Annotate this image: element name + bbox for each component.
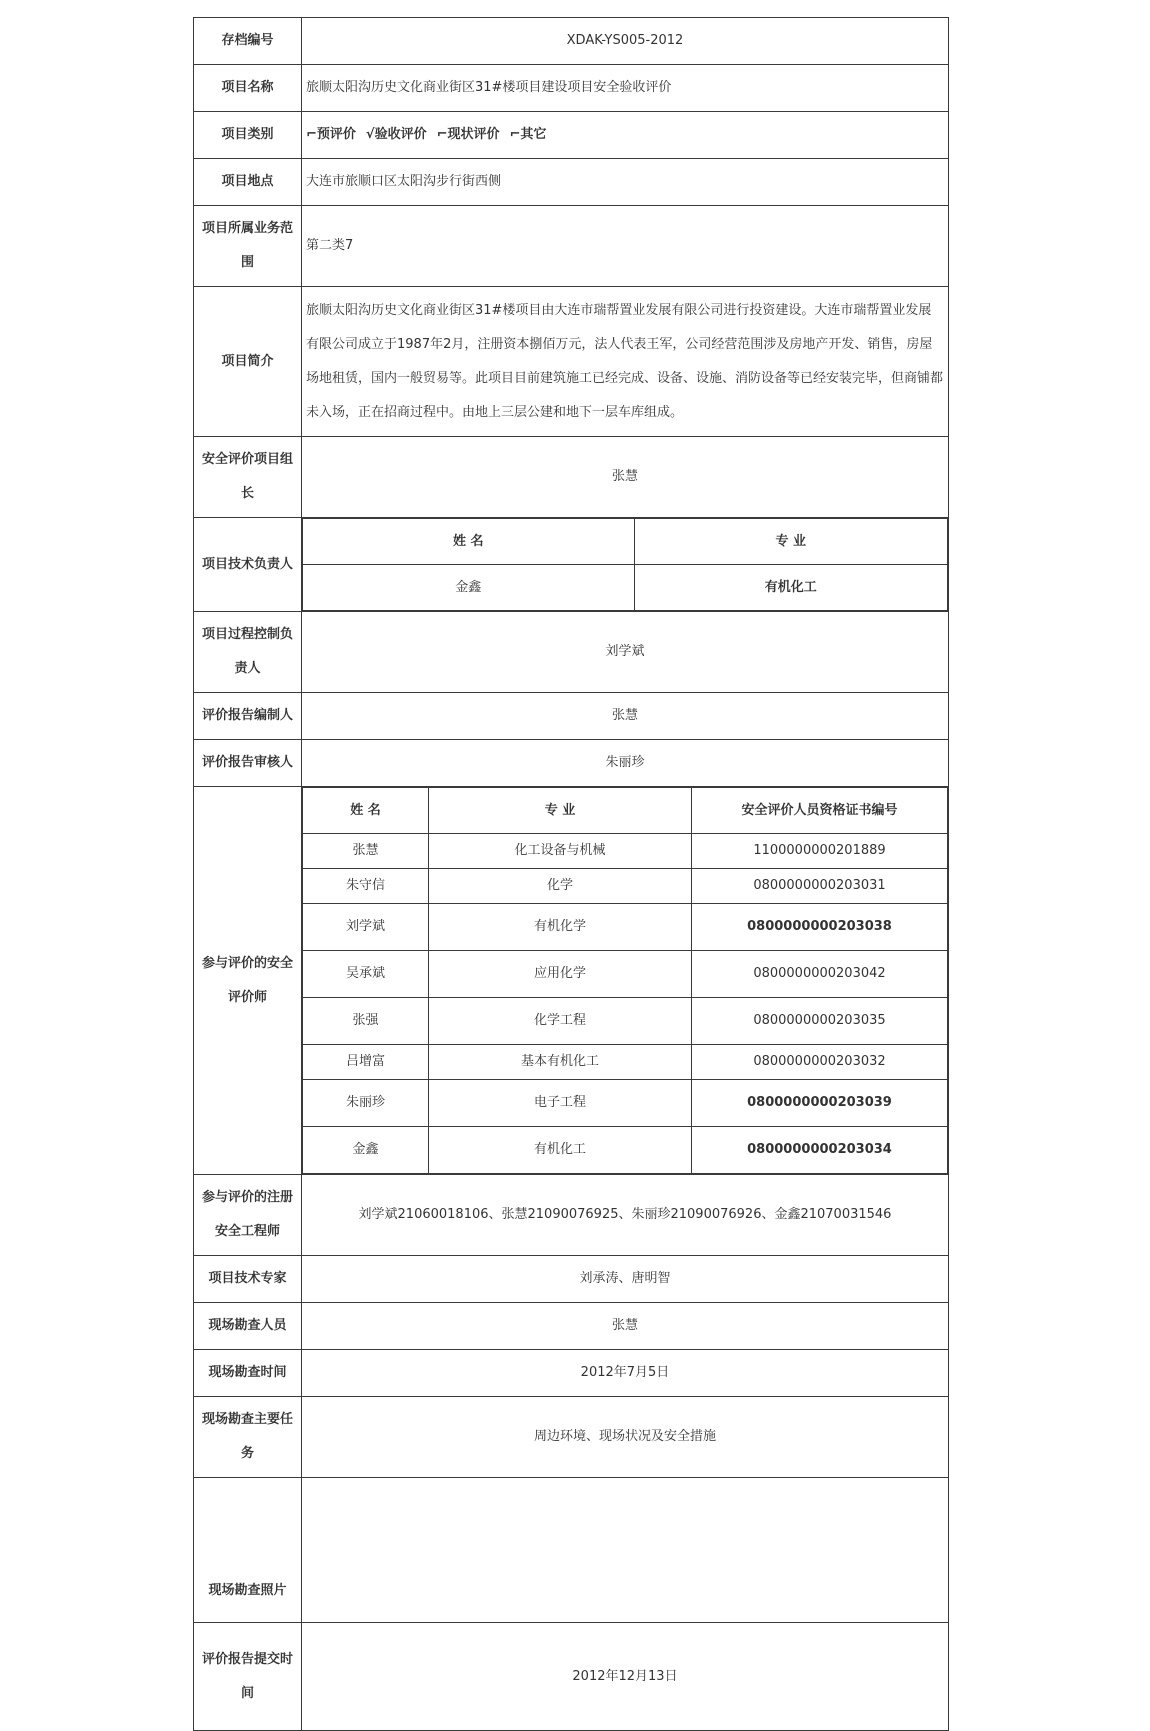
evaluator-cert: 0800000000203038 — [692, 904, 948, 951]
evaluator-cert: 0800000000203042 — [692, 951, 948, 998]
project-name-value: 旅顺太阳沟历史文化商业街区31#楼项目建设项目安全验收评价 — [302, 65, 949, 112]
evaluator-name: 张强 — [303, 998, 429, 1045]
location-value: 大连市旅顺口区太阳沟步行街西侧 — [302, 159, 949, 206]
evaluator-major: 基本有机化工 — [429, 1045, 692, 1080]
evaluators-label: 参与评价的安全评价师 — [194, 787, 302, 1175]
team-leader-value: 张慧 — [302, 437, 949, 518]
site-time-value: 2012年7月5日 — [302, 1350, 949, 1397]
tech-lead-major: 有机化工 — [634, 565, 948, 611]
evaluators-cell — [302, 787, 949, 1175]
evaluator-major: 化学工程 — [429, 998, 692, 1045]
tech-lead-table — [302, 518, 948, 611]
evaluator-cert: 1100000000201889 — [692, 834, 948, 869]
evaluator-name: 朱丽珍 — [303, 1080, 429, 1127]
type-option-status: ⌐现状评价 — [436, 127, 500, 142]
archive-label: 存档编号 — [194, 18, 302, 65]
submit-time-label: 评价报告提交时间 — [194, 1623, 302, 1731]
site-task-label: 现场勘查主要任务 — [194, 1397, 302, 1478]
evaluators-header-name: 姓 名 — [303, 788, 429, 834]
type-option-pre: ⌐预评价 — [306, 127, 356, 142]
evaluator-name: 吕增富 — [303, 1045, 429, 1080]
site-photos-label: 现场勘查照片 — [194, 1478, 302, 1623]
site-staff-label: 现场勘查人员 — [194, 1303, 302, 1350]
experts-value: 刘承涛、唐明智 — [302, 1256, 949, 1303]
evaluator-major: 电子工程 — [429, 1080, 692, 1127]
intro-value: 旅顺太阳沟历史文化商业街区31#楼项目由大连市瑞帮置业发展有限公司进行投资建设。大连市瑞帮置业发展有限公司成立于1987年2月，注册资本捌佰万元，法人代表王军，公司经营范围涉及房地产开发、销售，房屋场地租赁，国内一般贸易等。此项目目前建筑施工已经完成、设备、设施、消防设备等已经安装完毕，但商铺都未入场，正在招商过程中。由地上三层公建和地下一层车库组成。 — [302, 287, 949, 437]
compiler-label: 评价报告编制人 — [194, 693, 302, 740]
location-label: 项目地点 — [194, 159, 302, 206]
engineers-value: 刘学斌21060018106、张慧21090076925、朱丽珍21090076926、金鑫21070031546 — [302, 1175, 949, 1256]
evaluator-name: 吴承斌 — [303, 951, 429, 998]
evaluators-header-cert: 安全评价人员资格证书编号 — [692, 788, 948, 834]
site-task-value: 周边环境、现场状况及安全措施 — [302, 1397, 949, 1478]
submit-time-value: 2012年12月13日 — [302, 1623, 949, 1731]
evaluator-major: 化工设备与机械 — [429, 834, 692, 869]
experts-label: 项目技术专家 — [194, 1256, 302, 1303]
tech-lead-name: 金鑫 — [303, 565, 635, 611]
site-staff-value: 张慧 — [302, 1303, 949, 1350]
team-leader-label: 安全评价项目组长 — [194, 437, 302, 518]
evaluator-name: 刘学斌 — [303, 904, 429, 951]
tech-lead-col-major: 专 业 — [634, 519, 948, 565]
archive-table — [193, 17, 949, 1731]
evaluator-major: 有机化学 — [429, 904, 692, 951]
evaluators-header-major: 专 业 — [429, 788, 692, 834]
tech-lead-col-name: 姓 名 — [303, 519, 635, 565]
evaluators-table — [302, 787, 948, 1174]
project-type-label: 项目类别 — [194, 112, 302, 159]
project-type-options — [302, 112, 949, 159]
scope-label: 项目所属业务范围 — [194, 206, 302, 287]
tech-lead-label: 项目技术负责人 — [194, 518, 302, 612]
site-time-label: 现场勘查时间 — [194, 1350, 302, 1397]
evaluator-name: 金鑫 — [303, 1127, 429, 1174]
evaluator-name: 张慧 — [303, 834, 429, 869]
reviewer-value: 朱丽珍 — [302, 740, 949, 787]
evaluator-major: 应用化学 — [429, 951, 692, 998]
evaluator-major: 有机化工 — [429, 1127, 692, 1174]
scope-value: 第二类7 — [302, 206, 949, 287]
evaluator-cert: 0800000000203032 — [692, 1045, 948, 1080]
evaluator-major: 化学 — [429, 869, 692, 904]
type-option-acceptance: √验收评价 — [365, 127, 427, 142]
evaluator-name: 朱守信 — [303, 869, 429, 904]
evaluator-cert: 0800000000203039 — [692, 1080, 948, 1127]
tech-lead-cell — [302, 518, 949, 612]
reviewer-label: 评价报告审核人 — [194, 740, 302, 787]
evaluator-cert: 0800000000203034 — [692, 1127, 948, 1174]
site-photos-value — [302, 1478, 949, 1623]
process-lead-label: 项目过程控制负责人 — [194, 612, 302, 693]
process-lead-value: 刘学斌 — [302, 612, 949, 693]
type-option-other: ⌐其它 — [509, 127, 547, 142]
evaluator-cert: 0800000000203035 — [692, 998, 948, 1045]
compiler-value: 张慧 — [302, 693, 949, 740]
evaluator-cert: 0800000000203031 — [692, 869, 948, 904]
project-name-label: 项目名称 — [194, 65, 302, 112]
archive-value: XDAK-YS005-2012 — [302, 18, 949, 65]
intro-label: 项目简介 — [194, 287, 302, 437]
engineers-label: 参与评价的注册安全工程师 — [194, 1175, 302, 1256]
